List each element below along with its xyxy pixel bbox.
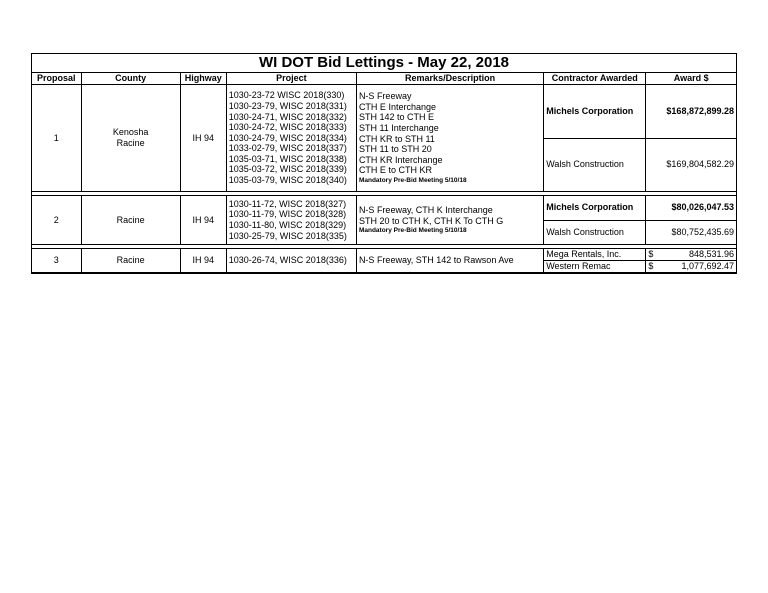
col-contractor: Contractor Awarded (544, 73, 646, 85)
table-row (32, 196, 736, 221)
bid-table (32, 73, 736, 273)
county-cell (81, 85, 180, 192)
project-cell (226, 85, 356, 192)
remark-line: STH 20 to CTH K, CTH K To CTH G (358, 215, 504, 226)
prebid-note: Mandatory Pre-Bid Meeting 5/10/18 (358, 176, 467, 184)
highway-cell: IH 94 (180, 249, 226, 273)
project-cell: 1030-26-74, WISC 2018(336) (226, 249, 356, 273)
award-amount: $169,804,582.29 (646, 138, 736, 192)
award-amount (646, 261, 736, 273)
col-proposal: Proposal (32, 73, 81, 85)
county-name: Kenosha (112, 127, 149, 138)
currency-symbol: $ (648, 261, 654, 272)
county-name: Racine (116, 138, 145, 148)
col-project: Project (226, 73, 356, 85)
amount-value: 848,531.96 (688, 249, 734, 260)
contractor-name: Mega Rentals, Inc. (544, 249, 646, 261)
remark-line: STH 11 to STH 20 (358, 144, 432, 155)
header-row (32, 73, 736, 85)
project-id: 1035-03-71, WISC 2018(338) (228, 153, 347, 164)
project-id: 1033-02-79, WISC 2018(337) (228, 143, 347, 154)
remark-line: N-S Freeway (358, 91, 412, 102)
col-remarks: Remarks/Description (356, 73, 543, 85)
award-amount: $80,752,435.69 (646, 220, 736, 245)
remark-line: CTH KR Interchange (358, 154, 443, 165)
contractor-name: Michels Corporation (544, 196, 646, 221)
currency-symbol: $ (648, 249, 654, 260)
highway-cell: IH 94 (180, 196, 226, 245)
proposal-number: 3 (32, 249, 81, 273)
project-id: 1030-11-79, WISC 2018(328) (228, 209, 347, 220)
project-id: 1035-03-79, WISC 2018(340) (228, 175, 347, 186)
project-id: 1030-24-71, WISC 2018(332) (228, 111, 347, 122)
remark-line: CTH E Interchange (358, 101, 436, 112)
amount-value: 1,077,692.47 (681, 261, 734, 272)
col-county: County (81, 73, 180, 85)
remarks-cell (356, 85, 543, 192)
county-cell: Racine (81, 249, 180, 273)
project-id: 1030-23-72 WISC 2018(330) (228, 90, 345, 101)
prebid-note: Mandatory Pre-Bid Meeting 5/10/18 (358, 227, 467, 235)
project-cell (226, 196, 356, 245)
award-amount (646, 249, 736, 261)
project-id: 1030-24-79, WISC 2018(334) (228, 132, 347, 143)
highway-cell: IH 94 (180, 85, 226, 192)
remarks-cell: N-S Freeway, STH 142 to Rawson Ave (356, 249, 543, 273)
project-id: 1030-11-80, WISC 2018(329) (228, 220, 347, 230)
table-row (32, 85, 736, 139)
remarks-cell (356, 196, 543, 245)
project-id: 1030-24-72, WISC 2018(333) (228, 122, 347, 133)
remark-line: N-S Freeway, CTH K Interchange (358, 204, 493, 215)
remark-line: STH 11 Interchange (358, 122, 439, 133)
sheet-title: WI DOT Bid Lettings - May 22, 2018 (32, 54, 736, 73)
col-award: Award $ (646, 73, 736, 85)
proposal-number: 1 (32, 85, 81, 192)
project-id: 1030-25-79, WISC 2018(335) (228, 230, 347, 241)
bid-lettings-sheet (31, 53, 737, 274)
col-highway: Highway (180, 73, 226, 85)
proposal-number: 2 (32, 196, 81, 245)
project-id: 1030-23-79, WISC 2018(331) (228, 100, 347, 111)
award-amount: $168,872,899.28 (646, 85, 736, 139)
contractor-name: Walsh Construction (544, 220, 646, 245)
county-cell: Racine (81, 196, 180, 245)
contractor-name: Western Remac (544, 261, 646, 273)
remark-line: CTH KR to STH 11 (358, 133, 435, 144)
project-id: 1035-03-72, WISC 2018(339) (228, 164, 347, 175)
contractor-name: Michels Corporation (544, 85, 646, 139)
remark-line: STH 142 to CTH E (358, 112, 434, 123)
table-row (32, 249, 736, 261)
remark-line: CTH E to CTH KR (358, 165, 432, 176)
award-amount: $80,026,047.53 (646, 196, 736, 221)
project-id: 1030-11-72, WISC 2018(327) (228, 198, 347, 209)
contractor-name: Walsh Construction (544, 138, 646, 192)
